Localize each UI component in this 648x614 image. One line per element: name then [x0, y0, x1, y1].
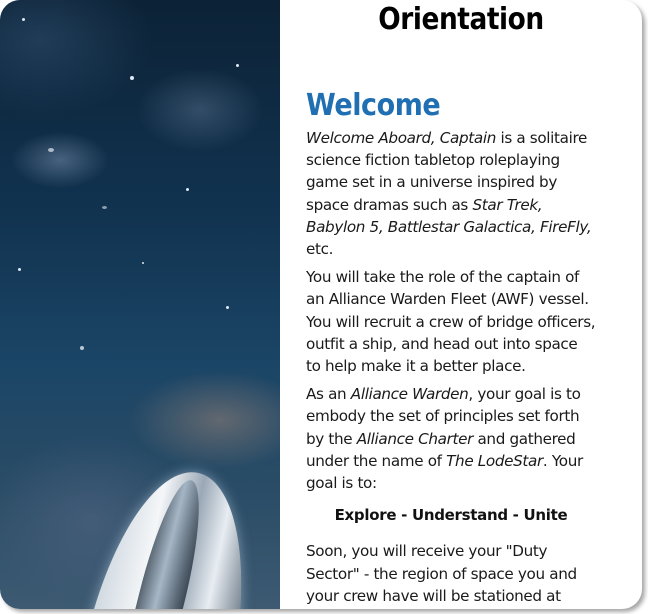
goal-text: , your goal is to embody the set of principles set forth by the	[306, 385, 581, 448]
inspiration-titles: Star Trek, Babylon 5, Battlestar Galactica, FireFly,	[306, 195, 592, 236]
star	[48, 148, 54, 152]
goal-text: As an	[306, 385, 351, 404]
star	[102, 206, 107, 209]
intro-text: is a solitaire science fiction tabletop roleplaying game set in a universe inspired by space dramas such as	[306, 129, 588, 214]
page-title: Orientation	[378, 2, 544, 37]
term-lodestar: The LodeStar	[446, 451, 543, 470]
motto: Explore - Understand - Unite	[334, 506, 568, 525]
game-title: Welcome Aboard, Captain	[306, 129, 496, 147]
star	[226, 306, 229, 309]
star	[236, 64, 239, 67]
main-text	[306, 86, 596, 609]
star	[80, 346, 84, 350]
paragraph-role: You will take the role of the captain of an Alliance Warden Fleet (AWF) vessel. You will recruit a crew of bridge officers, outfit a ship, and head out into space to help make it a better place.	[306, 268, 596, 376]
star	[18, 268, 21, 271]
star	[186, 188, 189, 191]
star	[130, 76, 134, 80]
star	[22, 18, 25, 21]
goal-text-end: . Your goal is to:	[306, 451, 583, 493]
section-heading: Welcome	[306, 88, 441, 123]
star	[142, 262, 144, 264]
paragraph-duty-sector: Soon, you will receive your "Duty Sector" - the region of space you and your crew have will be stationed at	[306, 542, 577, 605]
term-alliance-warden: Alliance Warden	[350, 385, 469, 404]
paragraph-goal	[306, 383, 596, 494]
space-illustration	[0, 0, 280, 609]
term-alliance-charter: Alliance Charter	[356, 429, 473, 448]
intro-text-end: etc.	[306, 240, 334, 259]
paragraph-intro	[306, 127, 596, 260]
goal-text: and gathered under the name of	[306, 429, 576, 470]
